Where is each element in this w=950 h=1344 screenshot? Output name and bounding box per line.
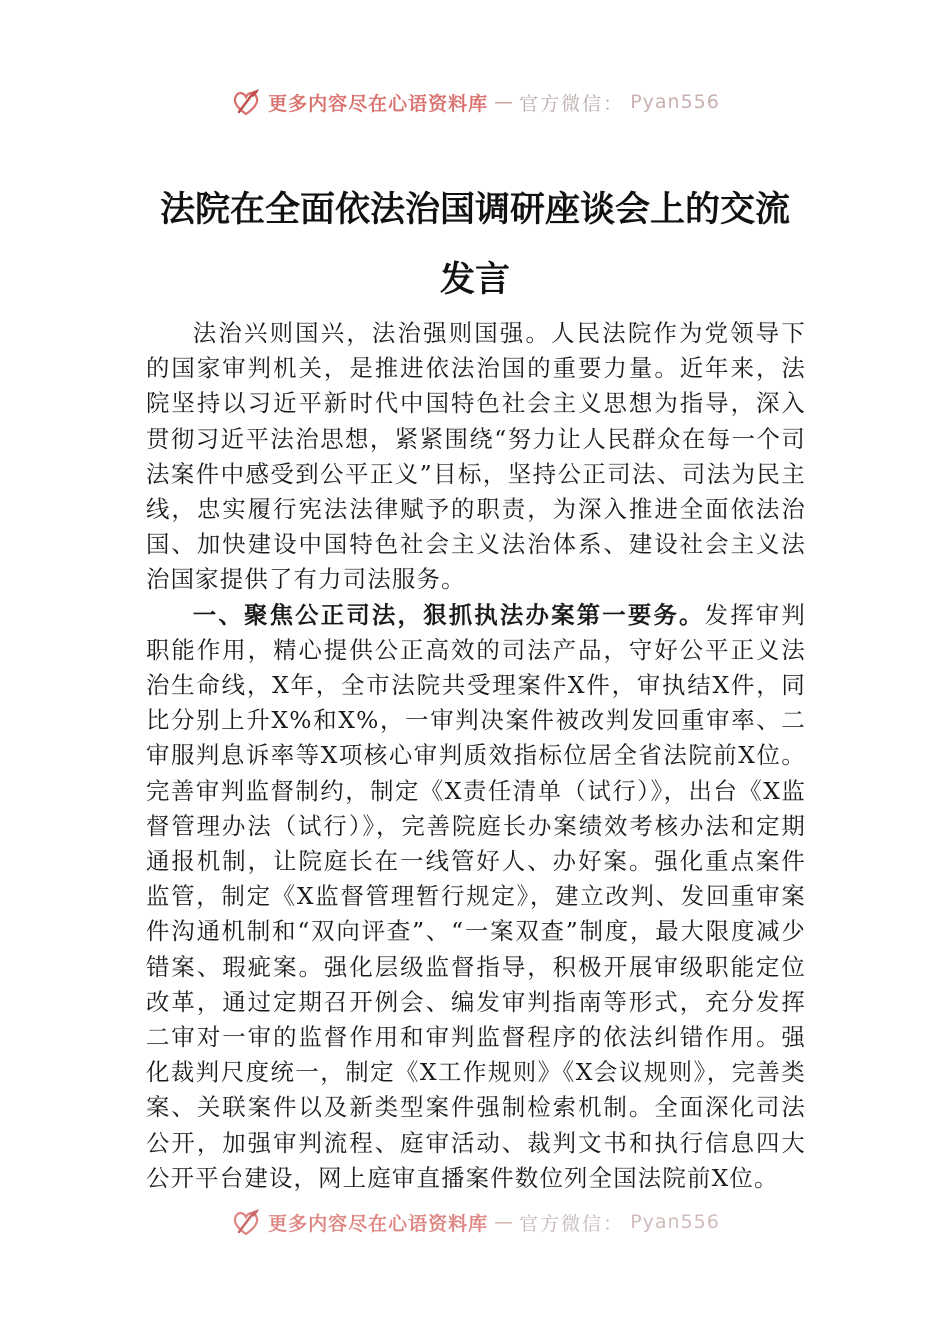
section1-paragraph [146,598,806,1196]
section1-body: 发挥审判职能作用，精心提供公正高效的司法产品，守好公平正义法治生命线，X年，全市法院共受理案件X件，审执结X件，同比分别上升X%和X%，一审判决案件被改判发回重审率、二审服判息诉率等X项核心审判质效指标位居全省法院前X位。完善审判监督制约，制定《X责任清单（试行）》，出台《X监督管理办法（试行）》，完善院庭长办案绩效考核办法和定期通报机制，让院庭长在一线管好人、办好案。强化重点案件监管，制定《X监督管理暂行规定》，建立改判、发回重审案件沟通机制和“双向评查”、“一案双查”制度，最大限度减少错案、瑕疵案。强化层级监督指导，积极开展审级职能定位改革，通过定期召开例会、编发审判指南等形式，充分发挥二审对一审的监督作用和审判监督程序的依法纠错作用。强化裁判尺度统一，制定《X工作规则》《X会议规则》，完善类案、关联案件以及新类型案件强制检索机制。全面深化司法公开，加强审判流程、庭审活动、裁判文书和执行信息四大公开平台建设，网上庭审直播案件数位列全国法院前X位。 [146,600,806,1192]
watermark-wechat-label: 官方微信： [519,1212,625,1235]
watermark-brand: 更多内容尽在心语资料库 [268,92,489,115]
watermark-brand: 更多内容尽在心语资料库 [268,1212,489,1235]
document-body [146,316,806,1196]
document-title-line2: 发言 [439,259,510,300]
watermark-wechat-id: Pyan556 [630,91,720,113]
watermark-dash: — [494,1211,514,1233]
section1-heading: 一、聚焦公正司法，狠抓执法办案第一要务。 [192,600,705,629]
watermark-footer [0,1206,950,1238]
watermark-header [0,86,950,118]
watermark-wechat-id: Pyan556 [630,1211,720,1233]
watermark-dash: — [494,91,514,113]
quill-heart-icon [230,1206,262,1238]
watermark-wechat-label: 官方微信： [519,92,625,115]
document-title-line1: 法院在全面依法治国调研座谈会上的交流 [159,189,790,230]
intro-paragraph: 法治兴则国兴，法治强则国强。人民法院作为党领导下的国家审判机关，是推进依法治国的重要力量。近年来，法院坚持以习近平新时代中国特色社会主义思想为指导，深入贯彻习近平法治思想，紧紧围绕“努力让人民群众在每一个司法案件中感受到公平正义”目标，坚持公正司法、司法为民主线，忠实履行宪法法律赋予的职责，为深入推进全面依法治国、加快建设中国特色社会主义法治体系、建设社会主义法治国家提供了有力司法服务。 [146,319,806,594]
quill-heart-icon [230,86,262,118]
